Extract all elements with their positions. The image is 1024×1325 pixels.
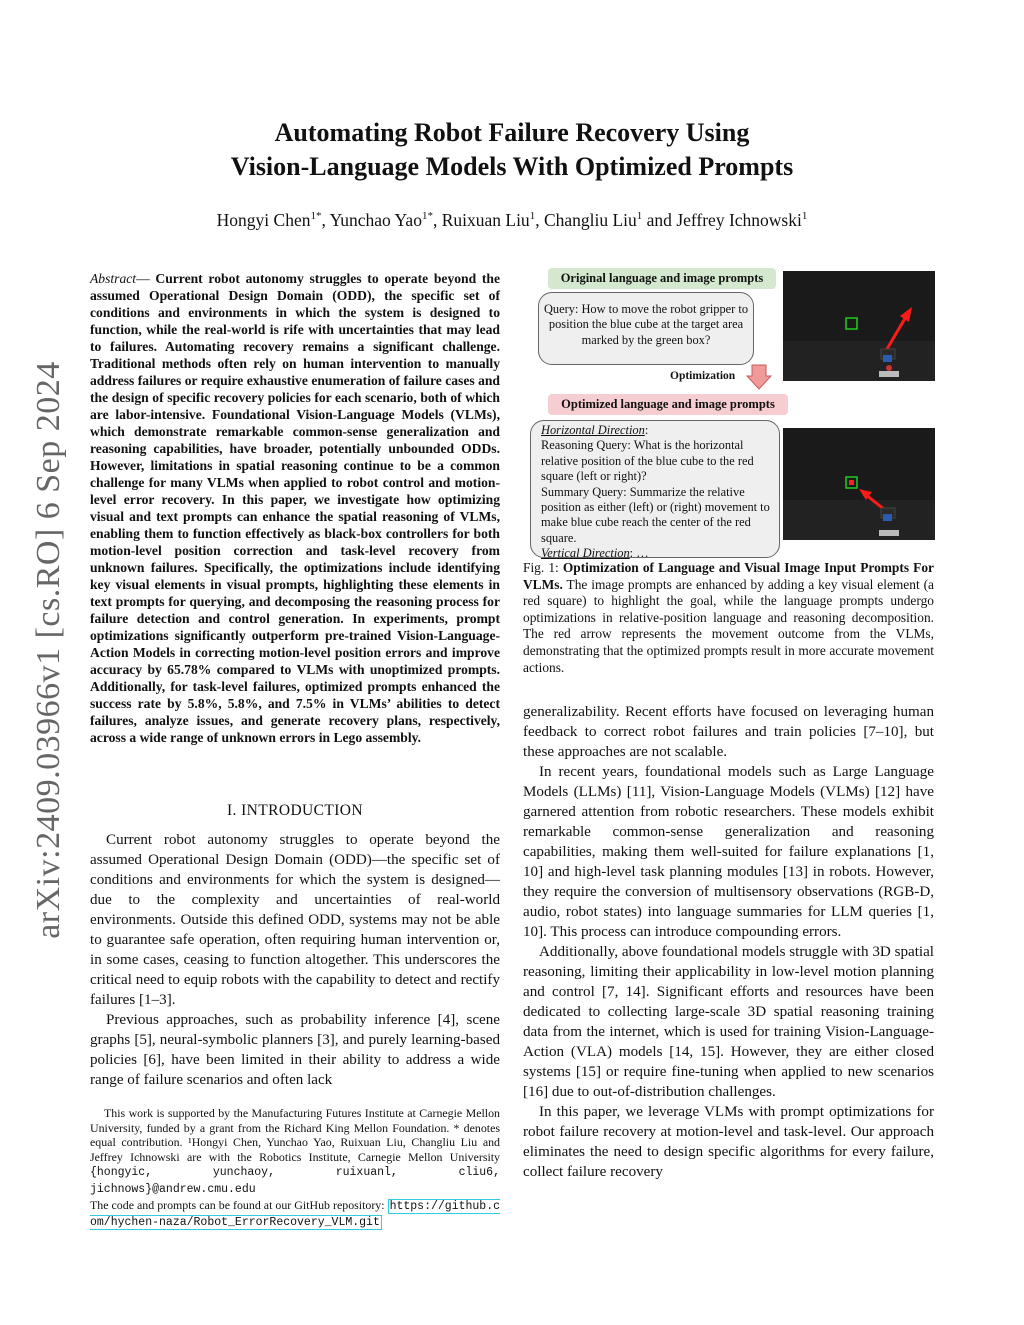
optimization-arrow-icon (746, 364, 772, 390)
author-list: Hongyi Chen$^{1*}$, Yunchao Yao$^{1*}$, Ruixuan Liu$^1$, Changliu Liu$^1$ and Jeffrey Ichnowski$^1$ (216, 210, 808, 230)
author: Hongyi Chen (216, 210, 311, 230)
paragraph: In this paper, we leverage VLMs with prompt optimizations for robot failure recovery at motion-level and task-level. Our approach eliminates the need to design specific algorithms for every failure, collect failure recovery (523, 1104, 934, 1180)
author: Yunchao Yao (329, 210, 422, 230)
title-line-1: Automating Robot Failure Recovery Using (274, 118, 750, 147)
author: Jeffrey Ichnowski (676, 210, 802, 230)
author: Changliu Liu (543, 210, 637, 230)
author: Ruixuan Liu (441, 210, 530, 230)
github-link[interactable]: https://github.com/hychen-naza/Robot_ErrorRecovery_VLM.git (90, 1199, 500, 1230)
abstract-label: Abstract (90, 271, 137, 286)
arxiv-stamp: arXiv:2409.03966v1 [cs.RO] 6 Sep 2024 (30, 361, 67, 939)
scene-photo-optimized (783, 428, 935, 540)
badge-optimized-prompts: Optimized language and image prompts (548, 394, 788, 415)
paragraph: In recent years, foundational models such as Large Language Models (LLMs) [11], Vision-Language Models (VLMs) [12] have garnered attention from robotic researchers. These models exhibit remarkable common-sense generalization and reasoning capabilities, making them well-suited for failure explanations [1, 10] and high-level task planning modules [13] in robots. However, they require the conversion of multisensory observations (RGB-D, audio, robot states) into language summaries for LLM queries [1, 10]. This process can introduce compounding errors. (523, 764, 934, 940)
optimized-query-box: Horizontal Direction: Reasoning Query: What is the horizontal relative position of the blue cube to the red square (left or right)? Summary Query: Summarize the relative position as either (left) or (right) movement to make blue cube reach the center of the red square. Vertical Direction: … (530, 420, 780, 558)
optimization-label: Optimization (670, 370, 736, 382)
blue-cube (883, 355, 892, 362)
author-affiliation: 1* (421, 210, 433, 223)
original-query-box: Query: How to move the robot gripper to position the blue cube at the target area marked by the green box? (538, 292, 754, 365)
horizontal-direction-label: Horizontal Direction (541, 423, 645, 437)
scene-photo-original (783, 271, 935, 381)
right-column-text (523, 702, 934, 1182)
red-square (849, 480, 854, 485)
author-affiliation: 1 (636, 210, 643, 223)
abstract-text: Current robot autonomy struggles to operate beyond the assumed Operational Design Domain (ODD), the specific set of conditions and environments in which the system is designed to function, while the real-world is rife with uncertainties that may lead to failures. Automating recovery remains a significant challenge. Traditional methods often rely on human intervention to manually address failures or require exhaustive enumeration of failure cases and the design of specific recovery policies for each scenario, both of which are labor-intensive. Foundational Vision-Language Models (VLMs), which demonstrate remarkable common-sense generalization and reasoning capabilities, have broader, potentially unbounded ODDs. However, limitations in spatial reasoning continue to be a common challenge for many VLMs when applied to robot control and motion-level error recovery. In this paper, we investigate how optimizing visual and text prompts can enhance the spatial reasoning of VLMs, enabling them to function effectively as black-box controllers for both motion-level position correction and task-level recovery from unknown failures. Specifically, the optimizations include identifying key visual elements in visual prompts, highlighting these elements in text prompts for querying, and decomposing the reasoning process for failure detection and control generation. In experiments, prompt optimizations significantly outperform pre-trained Vision-Language-Action Models in correcting motion-level position errors and improve accuracy by 65.78% compared to VLMs with unoptimized prompts. Additionally, for task-level failures, optimized prompts enhanced the success rate by 5.8%, 5.8%, and 7.5% in VLMs’ abilities to detect failures, analyze issues, and generate recovery plans, respectively, across a wide range of unknown errors in Lego assembly. (90, 271, 500, 745)
paragraph: Previous approaches, such as probability inference [4], scene graphs [5], neural-symbolic planners [3], and purely learning-based policies [6], have been limited in their ability to address a wide range of failure scenarios and often lack (90, 1012, 500, 1088)
figure-caption (523, 560, 934, 676)
footnote-code: The code and prompts can be found at our GitHub repository: (90, 1197, 385, 1212)
blue-cube (883, 514, 892, 521)
author-affiliation: 1* (310, 210, 322, 223)
paper-title (0, 116, 1024, 184)
title-line-2: Vision-Language Models With Optimized Prompts (230, 152, 794, 181)
caption-text: The image prompts are enhanced by adding a key visual element (a red square) to highlight the goal, while the language prompts undergo optimizations in relative-position language and reasoning decomposition. The red arrow represents the movement outcome from the VLMs, demonstrating that the optimized prompts result in more accurate movement actions. (523, 576, 934, 675)
author-affiliation: 1 (529, 210, 536, 223)
paragraph: generalizability. Recent efforts have focused on leveraging human feedback to correct robot failures and train policies [7–10], but these approaches are not scalable. (523, 704, 934, 760)
section-heading: I. INTRODUCTION (226, 802, 363, 819)
footnote-funding: This work is supported by the Manufacturing Futures Institute at Carnegie Mellon University, funded by a grant from the Richard King Mellon Foundation. * denotes equal contribution. ¹Hongyi Chen, Yunchao Yao, Ruixuan Liu, Changliu Liu and Jeffrey Ichnowski are with the Robotics Institute, Carnegie Mellon University (90, 1106, 500, 1164)
paragraph: Current robot autonomy struggles to operate beyond the assumed Operational Design Domain (ODD)—the specific set of conditions and environments for which the system is designed—due to the complexity and uncertainties of real-world environments. Outside this defined ODD, systems may not be able to guarantee safe operation, often requiring human intervention or, in some cases, ceasing to function altogether. This underscores the critical need to equip robots with the capability to detect and rectify failures [1–3]. (90, 832, 500, 1008)
badge-original-prompts: Original language and image prompts (548, 268, 776, 289)
caption-label: Fig. 1: (523, 560, 559, 575)
intro-left-column (90, 830, 500, 1090)
caption-title: Optimization of Language and Visual Image Input Prompts For VLMs. (523, 560, 934, 592)
summary-query: Summary Query: Summarize the relative position as either (left) or (right) movement to make blue cube reach the center of the red square. (541, 484, 770, 545)
reasoning-query: Reasoning Query: What is the horizontal relative position of the blue cube to the red square (left or right)? (541, 438, 754, 484)
author-affiliation: 1 (801, 210, 808, 223)
abstract: Abstract— Current robot autonomy struggles to operate beyond the assumed Operational Design Domain (ODD), the specific set of conditions and environments in which the system is designed to function, while the real-world is rife with uncertainties that may lead to failures. Automating recovery remains a significant challenge. Traditional methods often rely on human intervention to manually address failures or require exhaustive enumeration of failure cases and the design of specific recovery policies for each scenario, both of which are labor-intensive. Foundational Vision-Language Models (VLMs), which demonstrate remarkable common-sense generalization and reasoning capabilities, have broader, potentially unbounded ODDs. However, limitations in spatial reasoning continue to be a common challenge for many VLMs when applied to robot control and motion-level error recovery. In this paper, we investigate how optimizing visual and text prompts can enhance the spatial reasoning of VLMs, enabling them to function effectively as black-box controllers for both motion-level position correction and task-level recovery from unknown failures. Specifically, the optimizations include identifying key visual elements in visual prompts, highlighting these elements in text prompts for querying, and decomposing the reasoning process for failure detection and control generation. In experiments, prompt optimizations significantly outperform pre-trained Vision-Language-Action Models in correcting motion-level position errors and improve accuracy by 65.78% compared to VLMs with unoptimized prompts. Additionally, for task-level failures, optimized prompts enhanced the success rate by 5.8%, 5.8%, and 7.5% in VLMs’ abilities to detect failures, analyze issues, and generate recovery plans, respectively, across a wide range of unknown errors in Lego assembly. (90, 271, 500, 745)
footnote-emails: {hongyic, yunchaoy, ruixuanl, cliu6, jichnows}@andrew.cmu.edu (90, 1166, 500, 1196)
vertical-rest: : … (629, 546, 649, 561)
footnote (90, 1106, 500, 1231)
vertical-direction-label: Vertical Direction (541, 546, 630, 561)
paragraph: Additionally, above foundational models struggle with 3D spatial reasoning, limiting their applicability in low-level motion planning and control [7, 14]. Significant efforts and resources have been dedicated to collecting large-scale 3D spatial reasoning training data from the internet, which is used for training Vision-Language-Action (VLA) models [14, 15]. However, they are either closed systems [15] or require fine-tuning when applied to new scenarios [16] due to out-of-distribution challenges. (523, 944, 934, 1100)
